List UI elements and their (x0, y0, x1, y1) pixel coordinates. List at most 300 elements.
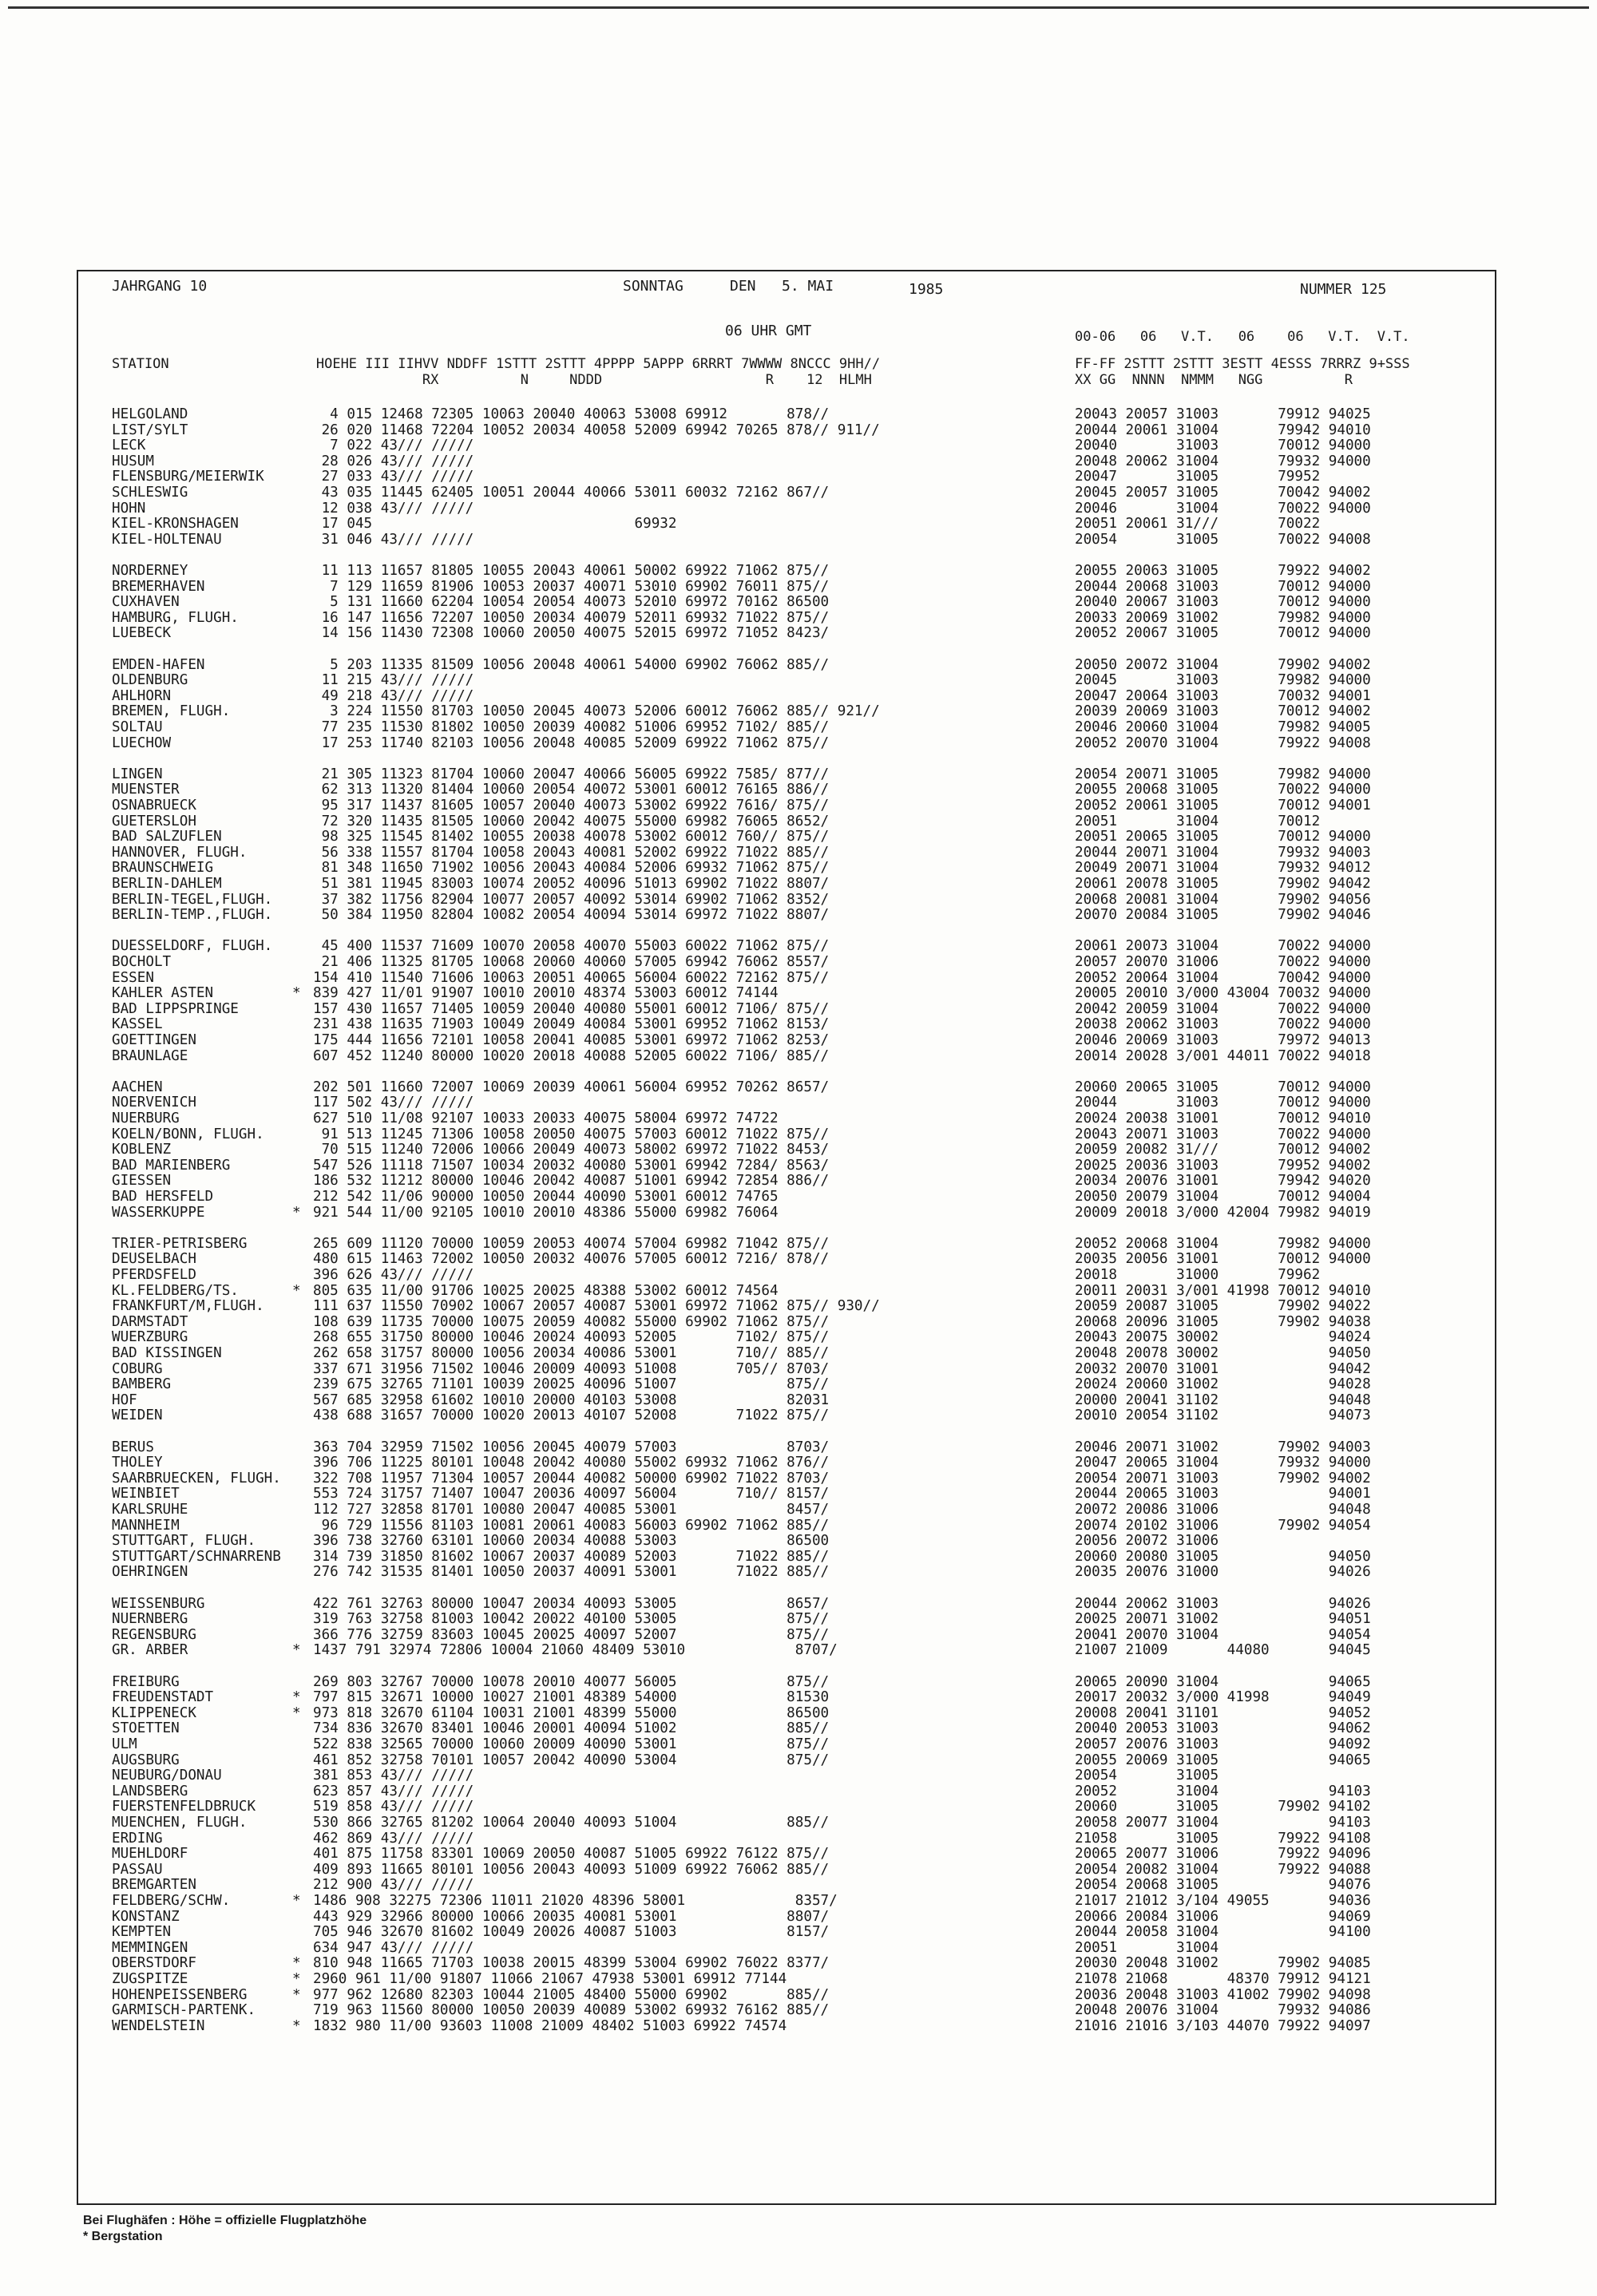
mountain-station-marker: * (292, 1204, 301, 1221)
synop-groups: 37 382 11756 82904 10077 20057 40092 53014 69902 71062 8352/ (313, 891, 830, 908)
mountain-station-marker: * (292, 1282, 301, 1299)
station-name: OLDENBURG (112, 672, 188, 689)
station-name: OEHRINGEN (112, 1564, 188, 1581)
synop-groups: 268 655 31750 80000 10046 20024 40093 52005 7102/ 875// (313, 1329, 830, 1346)
station-name: HUSUM (112, 453, 154, 469)
station-name: KOBLENZ (112, 1142, 172, 1158)
synop-groups: 1832 980 11/00 93603 11008 21009 48402 51003 69922 74574 (313, 2017, 787, 2034)
period-groups: 20040 31003 70012 94000 (1075, 437, 1371, 454)
date-label: DEN 5. MAI (730, 278, 834, 295)
mountain-station-marker: * (292, 1955, 301, 1972)
period-groups: 20040 20053 31003 94062 (1075, 1720, 1371, 1737)
station-name: STOETTEN (112, 1720, 180, 1737)
station-name: BAD HERSFELD (112, 1189, 214, 1205)
synop-groups: 95 317 11437 81605 10057 20040 40073 53002 69922 7616/ 875// (313, 798, 830, 813)
right-column-header-3: XX GG NNNN NMMM NGG R (1075, 372, 1353, 388)
synop-groups: 705 946 32670 81602 10049 20026 40087 51003 8157/ (313, 1924, 830, 1941)
synop-groups: 202 501 11660 72007 10069 20039 40061 56004 69952 70262 8657/ (313, 1079, 830, 1095)
station-name: SCHLESWIG (112, 485, 188, 501)
synop-groups: 49 218 43/// ///// (313, 687, 474, 704)
station-name: BAD LIPPSPRINGE (112, 1000, 239, 1017)
synop-groups: 239 675 32765 71101 10039 20025 40096 51007 875// (313, 1376, 830, 1393)
station-name: AACHEN (112, 1079, 163, 1095)
period-groups: 20032 20070 31001 94042 (1075, 1360, 1371, 1377)
observation-time: 06 UHR GMT (725, 323, 812, 339)
station-name: MUEHLDORF (112, 1846, 188, 1863)
period-groups: 20058 20077 31004 94103 (1075, 1815, 1371, 1831)
period-groups: 20045 31003 79982 94000 (1075, 672, 1371, 689)
synop-groups: 810 948 11665 71703 10038 20015 48399 53004 69902 76022 8377/ (313, 1955, 830, 1972)
station-name: KLIPPENECK (112, 1704, 196, 1721)
station-name: HOHN (112, 500, 146, 517)
period-groups: 20033 20069 31002 79982 94000 (1075, 609, 1371, 626)
period-groups: 20044 20058 31004 94100 (1075, 1924, 1371, 1941)
synop-groups: 11 215 43/// ///// (313, 672, 474, 689)
synop-groups: 623 857 43/// ///// (313, 1783, 474, 1799)
synop-groups: 43 035 11445 62405 10051 20044 40066 53011 60032 72162 867// (313, 485, 830, 501)
station-name: FUERSTENFELDBRUCK (112, 1799, 256, 1815)
synop-groups: 634 947 43/// ///// (313, 1939, 474, 1956)
station-name: STUTTGART, FLUGH. (112, 1533, 256, 1550)
station-name: GARMISCH-PARTENK. (112, 2002, 256, 2019)
period-groups: 20061 20078 31005 79902 94042 (1075, 876, 1371, 892)
period-groups: 20025 20036 31003 79952 94002 (1075, 1157, 1371, 1174)
synop-groups: 77 235 11530 81802 10050 20039 40082 51006 69952 7102/ 885// (313, 719, 830, 735)
column-header-1: STATION HOEHE III IIHVV NDDFF 1STTT 2STTT 4PPPP 5APPP 6RRRT 7WWWW 8NCCC 9HH// (112, 356, 881, 372)
synop-groups: 319 763 32758 81003 10042 20022 40100 53005 875// (313, 1611, 830, 1628)
synop-groups: 3 224 11550 81703 10050 20045 40073 52006 60012 76062 885// 921// (313, 703, 880, 720)
period-groups: 21058 31005 79922 94108 (1075, 1830, 1371, 1847)
synop-groups: 443 929 32966 80000 10066 20035 40081 53001 8807/ (313, 1908, 830, 1925)
station-name: AUGSBURG (112, 1752, 180, 1768)
synop-groups: 734 836 32670 83401 10046 20001 40094 51002 885// (313, 1720, 830, 1737)
period-groups: 20014 20028 3/001 44011 70022 94018 (1075, 1047, 1371, 1064)
station-name: BREMERHAVEN (112, 578, 205, 595)
weather-report-sheet (77, 270, 1496, 2205)
station-name: LANDSBERG (112, 1783, 188, 1799)
period-groups: 20051 20065 31005 70012 94000 (1075, 829, 1371, 845)
synop-groups: 21 305 11323 81704 10060 20047 40066 56005 69922 7585/ 877// (313, 766, 830, 782)
station-name: FELDBERG/SCHW. (112, 1893, 231, 1909)
synop-groups: 7 129 11659 81906 10053 20037 40071 53010 69902 76011 875// (313, 578, 830, 595)
synop-groups: 16 147 11656 72207 10050 20034 40079 52011 69932 71022 875// (313, 609, 830, 626)
synop-groups: 17 045 69932 (313, 516, 677, 532)
period-groups: 20050 20072 31004 79902 94002 (1075, 656, 1371, 673)
synop-groups: 28 026 43/// ///// (313, 453, 474, 469)
synop-groups: 322 708 11957 71304 10057 20044 40082 50000 69902 71022 8703/ (313, 1470, 830, 1486)
synop-groups: 921 544 11/00 92105 10010 20010 48386 55000 69982 76064 (313, 1204, 779, 1221)
period-groups: 20051 31004 70012 (1075, 813, 1321, 829)
station-name: NEUBURG/DONAU (112, 1768, 222, 1784)
synop-groups: 50 384 11950 82804 10082 20054 40094 53014 69972 71022 8807/ (313, 907, 830, 924)
station-name: FREIBURG (112, 1673, 180, 1690)
period-groups: 20052 20068 31004 79982 94000 (1075, 1235, 1371, 1252)
period-groups: 20044 20061 31004 79942 94010 (1075, 422, 1371, 438)
synop-groups: 337 671 31956 71502 10046 20009 40093 51008 705// 8703/ (313, 1360, 830, 1377)
station-name: SOLTAU (112, 719, 163, 735)
mountain-station-marker: * (292, 2017, 301, 2034)
synop-groups: 17 253 11740 82103 10056 20048 40085 52009 69922 71062 875// (313, 734, 830, 751)
synop-groups: 363 704 32959 71502 10056 20045 40079 57003 8703/ (313, 1439, 830, 1455)
synop-groups: 96 729 11556 81103 10081 20061 40083 56003 69902 71062 885// (313, 1517, 830, 1534)
period-groups: 20068 20096 31005 79902 94038 (1075, 1313, 1371, 1330)
footnote-airports: Bei Flughäfen : Höhe = offizielle Flugplatzhöhe (83, 2214, 367, 2227)
period-groups: 20047 20065 31004 79932 94000 (1075, 1455, 1371, 1471)
period-groups: 20054 31005 (1075, 1768, 1219, 1784)
period-groups: 20030 20048 31002 79902 94085 (1075, 1955, 1371, 1972)
period-groups: 20066 20084 31006 94069 (1075, 1908, 1371, 1925)
station-name: PASSAU (112, 1861, 163, 1878)
synop-groups: 98 325 11545 81402 10055 20038 40078 53002 60012 760// 875// (313, 829, 830, 845)
synop-groups: 461 852 32758 70101 10057 20042 40090 53004 875// (313, 1752, 830, 1768)
period-groups: 20060 20065 31005 70012 94000 (1075, 1079, 1371, 1095)
station-name: KIEL-KRONSHAGEN (112, 516, 239, 532)
period-groups: 20035 20076 31000 94026 (1075, 1564, 1371, 1581)
period-groups: 20059 20087 31005 79902 94022 (1075, 1298, 1371, 1315)
period-groups: 20054 20068 31005 94076 (1075, 1877, 1371, 1894)
synop-groups: 4 015 12468 72305 10063 20040 40063 53008 69912 878// (313, 406, 830, 422)
period-groups: 20045 20057 31005 70042 94002 (1075, 485, 1371, 501)
station-name: DUESSELDORF, FLUGH. (112, 938, 273, 955)
station-name: MEMMINGEN (112, 1939, 188, 1956)
period-groups: 20054 20082 31004 79922 94088 (1075, 1861, 1371, 1878)
station-name: BERLIN-TEGEL,FLUGH. (112, 891, 273, 908)
right-column-header-1: 00-06 06 V.T. 06 06 V.T. V.T. (1075, 329, 1410, 345)
synop-groups: 7 022 43/// ///// (313, 437, 474, 454)
synop-groups: 5 203 11335 81509 10056 20048 40061 54000 69902 76062 885// (313, 656, 830, 673)
year-label: 1985 (909, 281, 944, 298)
station-name: COBURG (112, 1360, 163, 1377)
station-name: HAMBURG, FLUGH. (112, 609, 239, 626)
period-groups: 20018 31000 79962 (1075, 1267, 1321, 1283)
station-name: KASSEL (112, 1016, 163, 1033)
station-name: KARLSRUHE (112, 1502, 188, 1518)
period-groups: 20048 20076 31004 79932 94086 (1075, 2002, 1371, 2019)
synop-groups: 21 406 11325 81705 10068 20060 40060 57005 69942 76062 8557/ (313, 954, 830, 970)
period-groups: 20051 31004 (1075, 1939, 1219, 1956)
period-groups: 21017 21012 3/104 49055 94036 (1075, 1893, 1371, 1909)
station-name: HANNOVER, FLUGH. (112, 844, 248, 861)
period-groups: 20025 20071 31002 94051 (1075, 1611, 1371, 1628)
period-groups: 20061 20073 31004 70022 94000 (1075, 938, 1371, 955)
station-name: WEIDEN (112, 1407, 163, 1424)
station-name: WEISSENBURG (112, 1595, 205, 1612)
station-name: OSNABRUECK (112, 798, 196, 813)
period-groups: 20043 20075 30002 94024 (1075, 1329, 1371, 1346)
period-groups: 20044 20068 31003 70012 94000 (1075, 578, 1371, 595)
station-name: BAMBERG (112, 1376, 172, 1393)
station-name: HOHENPEISSENBERG (112, 1986, 248, 2003)
synop-groups: 56 338 11557 81704 10058 20043 40081 52002 69922 71022 885// (313, 844, 830, 861)
synop-groups: 265 609 11120 70000 10059 20053 40074 57004 69982 71042 875// (313, 1235, 830, 1252)
station-name: HOF (112, 1391, 137, 1408)
synop-groups: 111 637 11550 70902 10067 20057 40087 53001 69972 71062 875// 930// (313, 1298, 880, 1315)
station-name: NUERBURG (112, 1110, 180, 1126)
period-groups: 20072 20086 31006 94048 (1075, 1502, 1371, 1518)
period-groups: 20005 20010 3/000 43004 70032 94000 (1075, 985, 1371, 1002)
right-column-header-2: FF-FF 2STTT 2STTT 3ESTT 4ESSS 7RRRZ 9+SSS (1075, 356, 1410, 372)
period-groups: 20049 20071 31004 79932 94012 (1075, 860, 1371, 877)
station-name: FLENSBURG/MEIERWIK (112, 469, 264, 485)
synop-groups: 14 156 11430 72308 10060 20050 40075 52015 69972 71052 8423/ (313, 625, 830, 642)
mountain-station-marker: * (292, 1704, 301, 1721)
period-groups: 20054 31005 70022 94008 (1075, 531, 1371, 548)
period-groups: 20054 20071 31005 79982 94000 (1075, 766, 1371, 782)
period-groups: 20065 20077 31006 79922 94096 (1075, 1846, 1371, 1863)
synop-groups: 409 893 11665 80101 10056 20043 40093 51009 69922 76062 885// (313, 1861, 830, 1878)
period-groups: 20035 20056 31001 70012 94000 (1075, 1251, 1371, 1268)
station-name: STUTTGART/SCHNARRENB (112, 1548, 281, 1565)
period-groups: 20074 20102 31006 79902 94054 (1075, 1517, 1371, 1534)
synop-groups: 231 438 11635 71903 10049 20049 40084 53001 69952 71062 8153/ (313, 1016, 830, 1033)
period-groups: 20068 20081 31004 79902 94056 (1075, 891, 1371, 908)
synop-groups: 396 738 32760 63101 10060 20034 40088 53003 86500 (313, 1533, 830, 1550)
period-groups: 20055 20068 31005 70022 94000 (1075, 782, 1371, 798)
synop-groups: 547 526 11118 71507 10034 20032 40080 53001 69942 7284/ 8563/ (313, 1157, 830, 1174)
station-name: MUENCHEN, FLUGH. (112, 1815, 248, 1831)
station-name: BAD MARIENBERG (112, 1157, 231, 1174)
period-groups: 20052 20061 31005 70012 94001 (1075, 798, 1371, 813)
station-name: BREMGARTEN (112, 1877, 196, 1894)
station-name: TRIER-PETRISBERG (112, 1235, 248, 1252)
station-name: GOETTINGEN (112, 1032, 196, 1048)
synop-groups: 70 515 11240 72006 10066 20049 40073 58002 69972 71022 8453/ (313, 1142, 830, 1158)
mountain-station-marker: * (292, 1642, 301, 1659)
station-name: ZUGSPITZE (112, 1971, 188, 1987)
synop-groups: 117 502 43/// ///// (313, 1095, 474, 1111)
synop-groups: 797 815 32671 10000 10027 21001 48389 54000 81530 (313, 1689, 830, 1706)
station-name: BERLIN-TEMP.,FLUGH. (112, 907, 273, 924)
period-groups: 20044 31003 70012 94000 (1075, 1095, 1371, 1111)
station-name: GUETERSLOH (112, 813, 196, 829)
synop-groups: 607 452 11240 80000 10020 20018 40088 52005 60022 7106/ 885// (313, 1047, 830, 1064)
synop-groups: 108 639 11735 70000 10075 20059 40082 55000 69902 71062 875// (313, 1313, 830, 1330)
station-name: FRANKFURT/M,FLUGH. (112, 1298, 264, 1315)
station-name: DARMSTADT (112, 1313, 188, 1330)
synop-groups: 175 444 11656 72101 10058 20041 40085 53001 69972 71062 8253/ (313, 1032, 830, 1048)
period-groups: 20060 31005 79902 94102 (1075, 1799, 1371, 1815)
station-name: BRAUNLAGE (112, 1047, 188, 1064)
synop-groups: 462 869 43/// ///// (313, 1830, 474, 1847)
station-name: EMDEN-HAFEN (112, 656, 205, 673)
synop-groups: 269 803 32767 70000 10078 20010 40077 56005 875// (313, 1673, 830, 1690)
synop-groups: 12 038 43/// ///// (313, 500, 474, 517)
period-groups: 20040 20067 31003 70012 94000 (1075, 594, 1371, 611)
station-table (78, 407, 1495, 2163)
period-groups: 20038 20062 31003 70022 94000 (1075, 1016, 1371, 1033)
station-name: KL.FELDBERG/TS. (112, 1282, 239, 1299)
station-name: BAD KISSINGEN (112, 1345, 222, 1361)
station-name: PFERDSFELD (112, 1267, 196, 1283)
station-name: MUENSTER (112, 782, 180, 798)
station-name: BERUS (112, 1439, 154, 1455)
volume-label: JAHRGANG 10 (112, 278, 208, 295)
synop-groups: 2960 961 11/00 91807 11066 21067 47938 53001 69912 77144 (313, 1971, 787, 1987)
period-groups: 20036 20048 31003 41002 79902 94098 (1075, 1986, 1371, 2003)
station-name: ULM (112, 1736, 137, 1752)
station-name: LIST/SYLT (112, 422, 188, 438)
period-groups: 20024 20038 31001 70012 94010 (1075, 1110, 1371, 1126)
issue-number: NUMMER 125 (1300, 281, 1387, 298)
period-groups: 20046 20060 31004 79982 94005 (1075, 719, 1371, 735)
synop-groups: 212 900 43/// ///// (313, 1877, 474, 1894)
period-groups: 20055 20069 31005 94065 (1075, 1752, 1371, 1768)
mountain-station-marker: * (292, 1971, 301, 1987)
period-groups: 20056 20072 31006 (1075, 1533, 1219, 1550)
period-groups: 20010 20054 31102 94073 (1075, 1407, 1371, 1424)
synop-groups: 567 685 32958 61602 10010 20000 40103 53008 82031 (313, 1391, 830, 1408)
station-name: WEINBIET (112, 1486, 180, 1502)
station-name: BREMEN, FLUGH. (112, 703, 231, 720)
station-name: GR. ARBER (112, 1642, 188, 1659)
period-groups: 20055 20063 31005 79922 94002 (1075, 563, 1371, 579)
period-groups: 21007 21009 44080 94045 (1075, 1642, 1371, 1659)
synop-groups: 11 113 11657 81805 10055 20043 40061 50002 69922 71062 875// (313, 563, 830, 579)
period-groups: 20024 20060 31002 94028 (1075, 1376, 1371, 1393)
synop-groups: 27 033 43/// ///// (313, 469, 474, 485)
mountain-station-marker: * (292, 985, 301, 1002)
mountain-station-marker: * (292, 1986, 301, 2003)
station-name: BRAUNSCHWEIG (112, 860, 214, 877)
synop-groups: 422 761 32763 80000 10047 20034 40093 53005 8657/ (313, 1595, 830, 1612)
synop-groups: 81 348 11650 71902 10056 20043 40084 52006 69932 71062 875// (313, 860, 830, 877)
station-name: NOERVENICH (112, 1095, 196, 1111)
mountain-station-marker: * (292, 1689, 301, 1706)
station-name: AHLHORN (112, 687, 172, 704)
synop-groups: 530 866 32765 81202 10064 20040 40093 51004 885// (313, 1815, 830, 1831)
station-name: LINGEN (112, 766, 163, 782)
station-name: ERDING (112, 1830, 163, 1847)
period-groups: 20046 20071 31002 79902 94003 (1075, 1439, 1371, 1455)
synop-groups: 401 875 11758 83301 10069 20050 40087 51005 69922 76122 875// (313, 1846, 830, 1863)
period-groups: 20047 31005 79952 (1075, 469, 1321, 485)
station-name: NUERNBERG (112, 1611, 188, 1628)
synop-groups: 51 381 11945 83003 10074 20052 40096 51013 69902 71022 8807/ (313, 876, 830, 892)
period-groups: 20052 20064 31004 70042 94000 (1075, 969, 1371, 986)
synop-groups: 805 635 11/00 91706 10025 20025 48388 53002 60012 74564 (313, 1282, 779, 1299)
synop-groups: 553 724 31757 71407 10047 20036 40097 56004 710// 8157/ (313, 1486, 830, 1502)
station-name: KEMPTEN (112, 1924, 172, 1941)
station-name: OBERSTDORF (112, 1955, 196, 1972)
period-groups: 20065 20090 31004 94065 (1075, 1673, 1371, 1690)
synop-groups: 186 532 11212 80000 10046 20042 40087 51001 69942 72854 886// (313, 1173, 830, 1190)
period-groups: 20044 20071 31004 79932 94003 (1075, 844, 1371, 861)
synop-groups: 276 742 31535 81401 10050 20037 40091 53001 71022 885// (313, 1564, 830, 1581)
period-groups: 20059 20082 31/// 70012 94002 (1075, 1142, 1371, 1158)
synop-groups: 45 400 11537 71609 10070 20058 40070 55003 60022 71062 875// (313, 938, 830, 955)
synop-groups: 72 320 11435 81505 10060 20042 40075 55000 69982 76065 8652/ (313, 813, 830, 829)
period-groups: 20057 20076 31003 94092 (1075, 1736, 1371, 1752)
station-name: BERLIN-DAHLEM (112, 876, 222, 892)
period-groups: 20039 20069 31003 70012 94002 (1075, 703, 1371, 720)
synop-groups: 5 131 11660 62204 10054 20054 40073 52010 69972 70162 86500 (313, 594, 830, 611)
station-name: MANNHEIM (112, 1517, 180, 1534)
period-groups: 20000 20041 31102 94048 (1075, 1391, 1371, 1408)
synop-groups: 1437 791 32974 72806 10004 21060 48409 53010 8707/ (313, 1642, 838, 1659)
station-name: HELGOLAND (112, 406, 188, 422)
synop-groups: 157 430 11657 71405 10059 20040 40080 55001 60012 7106/ 875// (313, 1000, 830, 1017)
period-groups: 20052 31004 94103 (1075, 1783, 1371, 1799)
synop-groups: 719 963 11560 80000 10050 20039 40089 53002 69932 76162 885// (313, 2002, 830, 2019)
station-name: ESSEN (112, 969, 154, 986)
station-name: KIEL-HOLTENAU (112, 531, 222, 548)
synop-groups: 381 853 43/// ///// (313, 1768, 474, 1784)
synop-groups: 26 020 11468 72204 10052 20034 40058 52009 69942 70265 878// 911// (313, 422, 880, 438)
station-name: LECK (112, 437, 146, 454)
period-groups: 20070 20084 31005 79902 94046 (1075, 907, 1371, 924)
station-name: WUERZBURG (112, 1329, 188, 1346)
station-name: SAARBRUECKEN, FLUGH. (112, 1470, 281, 1486)
column-header-2: RX N NDDD R 12 HLMH (112, 372, 872, 388)
synop-groups: 396 626 43/// ///// (313, 1267, 474, 1283)
period-groups: 20041 20070 31004 94054 (1075, 1626, 1371, 1643)
synop-groups: 31 046 43/// ///// (313, 531, 474, 548)
station-name: KONSTANZ (112, 1908, 180, 1925)
period-groups: 20060 20080 31005 94050 (1075, 1548, 1371, 1565)
station-name: NORDERNEY (112, 563, 188, 579)
synop-groups: 438 688 31657 70000 10020 20013 40107 52008 71022 875// (313, 1407, 830, 1424)
period-groups: 20043 20071 31003 70022 94000 (1075, 1126, 1371, 1142)
period-groups: 20017 20032 3/000 41998 94049 (1075, 1689, 1371, 1706)
period-groups: 20047 20064 31003 70032 94001 (1075, 687, 1371, 704)
station-name: WASSERKUPPE (112, 1204, 205, 1221)
station-name: GIESSEN (112, 1173, 172, 1190)
synop-groups: 366 776 32759 83603 10045 20025 40097 52007 875// (313, 1626, 830, 1643)
period-groups: 20051 20061 31/// 70022 (1075, 516, 1321, 532)
station-name: KOELN/BONN, FLUGH. (112, 1126, 264, 1142)
period-groups: 20009 20018 3/000 42004 79982 94019 (1075, 1204, 1371, 1221)
station-name: LUEBECK (112, 625, 172, 642)
synop-groups: 212 542 11/06 90000 10050 20044 40090 53001 60012 74765 (313, 1189, 779, 1205)
station-name: BOCHOLT (112, 954, 172, 970)
synop-groups: 154 410 11540 71606 10063 20051 40065 56004 60022 72162 875// (313, 969, 830, 986)
period-groups: 20052 20067 31005 70012 94000 (1075, 625, 1371, 642)
period-groups: 20048 20078 30002 94050 (1075, 1345, 1371, 1361)
station-name: KAHLER ASTEN (112, 985, 214, 1002)
station-name: BAD SALZUFLEN (112, 829, 222, 845)
period-groups: 20054 20071 31003 79902 94002 (1075, 1470, 1371, 1486)
footnote-mountain-station: * Bergstation (83, 2230, 163, 2243)
synop-groups: 314 739 31850 81602 10067 20037 40089 52003 71022 885// (313, 1548, 830, 1565)
station-name: FREUDENSTADT (112, 1689, 214, 1706)
period-groups: 20011 20031 3/001 41998 70012 94010 (1075, 1282, 1371, 1299)
mountain-station-marker: * (292, 1893, 301, 1909)
station-name: THOLEY (112, 1455, 163, 1471)
station-name: CUXHAVEN (112, 594, 180, 611)
synop-groups: 1486 908 32275 72306 11011 21020 48396 58001 8357/ (313, 1893, 838, 1909)
period-groups: 20057 20070 31006 70022 94000 (1075, 954, 1371, 970)
day-label: SONNTAG (623, 278, 684, 295)
synop-groups: 396 706 11225 80101 10048 20042 40080 55002 69932 71062 876// (313, 1455, 830, 1471)
period-groups: 20046 20069 31003 79972 94013 (1075, 1032, 1371, 1048)
synop-groups: 977 962 12680 82303 10044 21005 48400 55000 69902 885// (313, 1986, 830, 2003)
period-groups: 20043 20057 31003 79912 94025 (1075, 406, 1371, 422)
period-groups: 20052 20070 31004 79922 94008 (1075, 734, 1371, 751)
period-groups: 21078 21068 48370 79912 94121 (1075, 1971, 1371, 1987)
period-groups: 20046 31004 70022 94000 (1075, 500, 1371, 517)
period-groups: 20050 20079 31004 70012 94004 (1075, 1189, 1371, 1205)
period-groups: 20008 20041 31101 94052 (1075, 1704, 1371, 1721)
period-groups: 20042 20059 31004 70022 94000 (1075, 1000, 1371, 1017)
synop-groups: 519 858 43/// ///// (313, 1799, 474, 1815)
synop-groups: 480 615 11463 72002 10050 20032 40076 57005 60012 7216/ 878// (313, 1251, 830, 1268)
synop-groups: 62 313 11320 81404 10060 20054 40072 53001 60012 76165 886// (313, 782, 830, 798)
top-border-line (8, 6, 1589, 9)
station-name: WENDELSTEIN (112, 2017, 205, 2034)
synop-groups: 112 727 32858 81701 10080 20047 40085 53001 8457/ (313, 1502, 830, 1518)
period-groups: 20048 20062 31004 79932 94000 (1075, 453, 1371, 469)
station-name: REGENSBURG (112, 1626, 196, 1643)
